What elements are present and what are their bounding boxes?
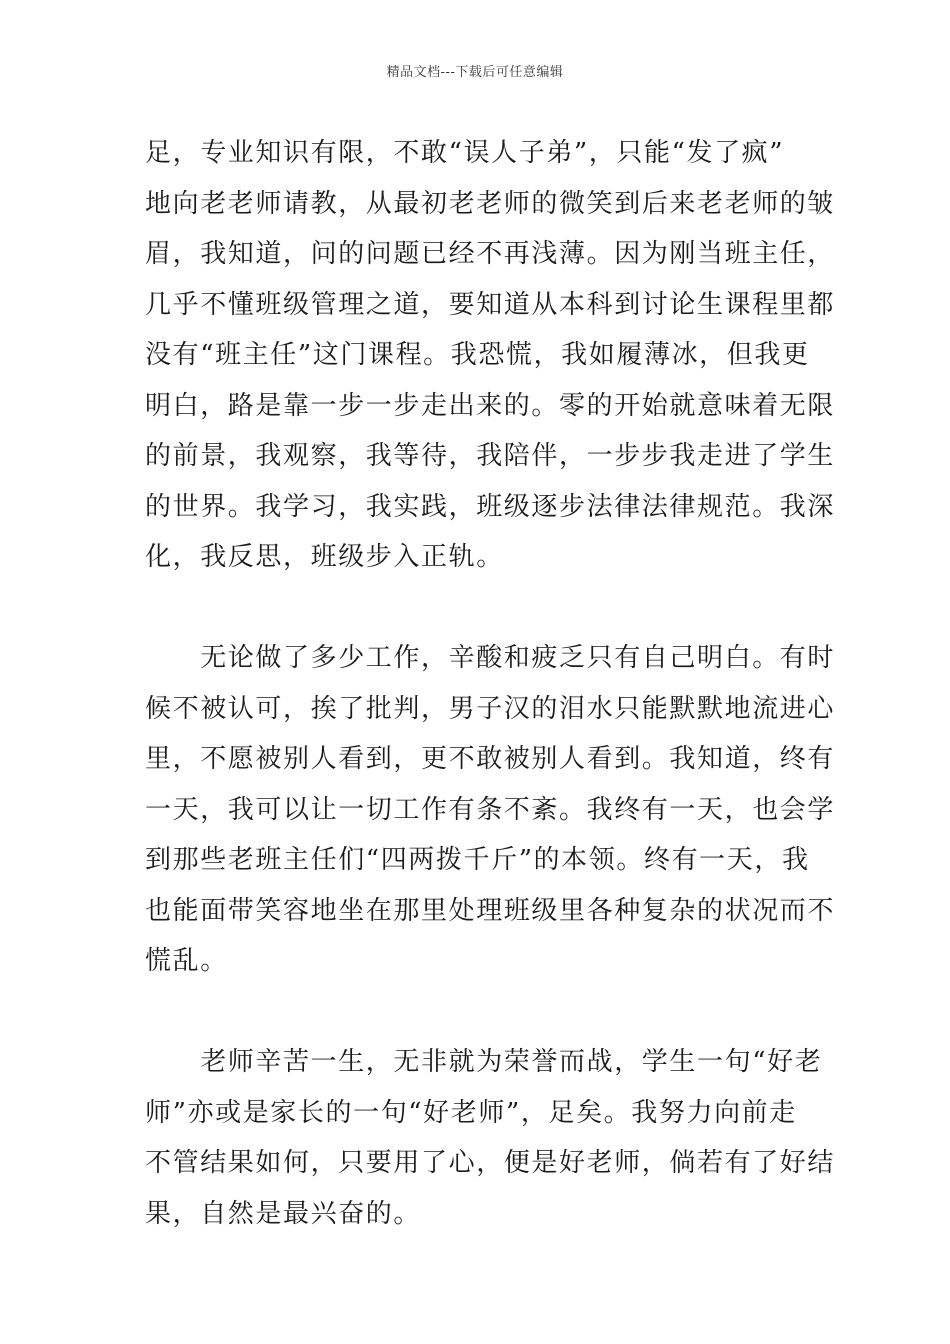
body-text xyxy=(145,128,836,1239)
paragraph-spacer xyxy=(145,987,807,1038)
text-line: 化，我反思，班级步入正轨。 xyxy=(145,542,504,572)
text-line: 到那些老班主任们“四两拨千斤”的本领。终有一天，我 xyxy=(145,845,810,875)
text-line: 明白，路是靠一步一步走出来的。零的开始就意味着无限 xyxy=(145,390,836,421)
text-line: 一天，我可以让一切工作有条不紊。我终有一天，也会学 xyxy=(145,794,836,825)
text-line: 无论做了多少工作，辛酸和疲乏只有自己明白。有时 xyxy=(145,643,836,673)
text-line: 不管结果如何，只要用了心，便是好老师，倘若有了好结 xyxy=(145,1148,836,1178)
text-line: 老师辛苦一生，无非就为荣誉而战，学生一句“好老 xyxy=(145,1047,823,1077)
text-line: 慌乱。 xyxy=(145,946,228,976)
text-line: 的世界。我学习，我实践，班级逐步法律法律规范。我深 xyxy=(145,491,836,522)
paragraph-1 xyxy=(145,128,836,583)
text-line: 几乎不懂班级管理之道，要知道从本科到讨论生课程里都 xyxy=(145,289,836,320)
text-line: 候不被认可，挨了批判，男子汉的泪水只能默默地流进心 xyxy=(145,693,836,724)
text-line: 果，自然是最兴奋的。 xyxy=(145,1198,422,1229)
text-line: 里，不愿被别人看到，更不敢被别人看到。我知道，终有 xyxy=(145,744,836,774)
text-line: 也能面带笑容地坐在那里处理班级里各种复杂的状况而不 xyxy=(145,895,836,926)
text-line: 没有“班主任”这门课程。我恐慌，我如履薄冰，但我更 xyxy=(145,340,810,370)
text-line: 足，专业知识有限，不敢“误人子弟”，只能“发了疯” xyxy=(145,138,785,168)
text-line: 的前景，我观察，我等待，我陪伴，一步步我走进了学生 xyxy=(145,441,836,471)
paragraph-3 xyxy=(145,1037,836,1239)
page-header: 精品文档---下载后可任意编辑 xyxy=(386,65,564,80)
text-line: 眉，我知道，问的问题已经不再浅薄。因为刚当班主任， xyxy=(145,239,836,269)
text-line: 地向老老师请教，从最初老老师的微笑到后来老老师的皱 xyxy=(145,188,836,219)
text-line: 师”亦或是家长的一句“好老师”，足矣。我努力向前走 xyxy=(145,1097,797,1128)
paragraph-2 xyxy=(145,633,836,987)
paragraph-spacer xyxy=(145,583,807,634)
